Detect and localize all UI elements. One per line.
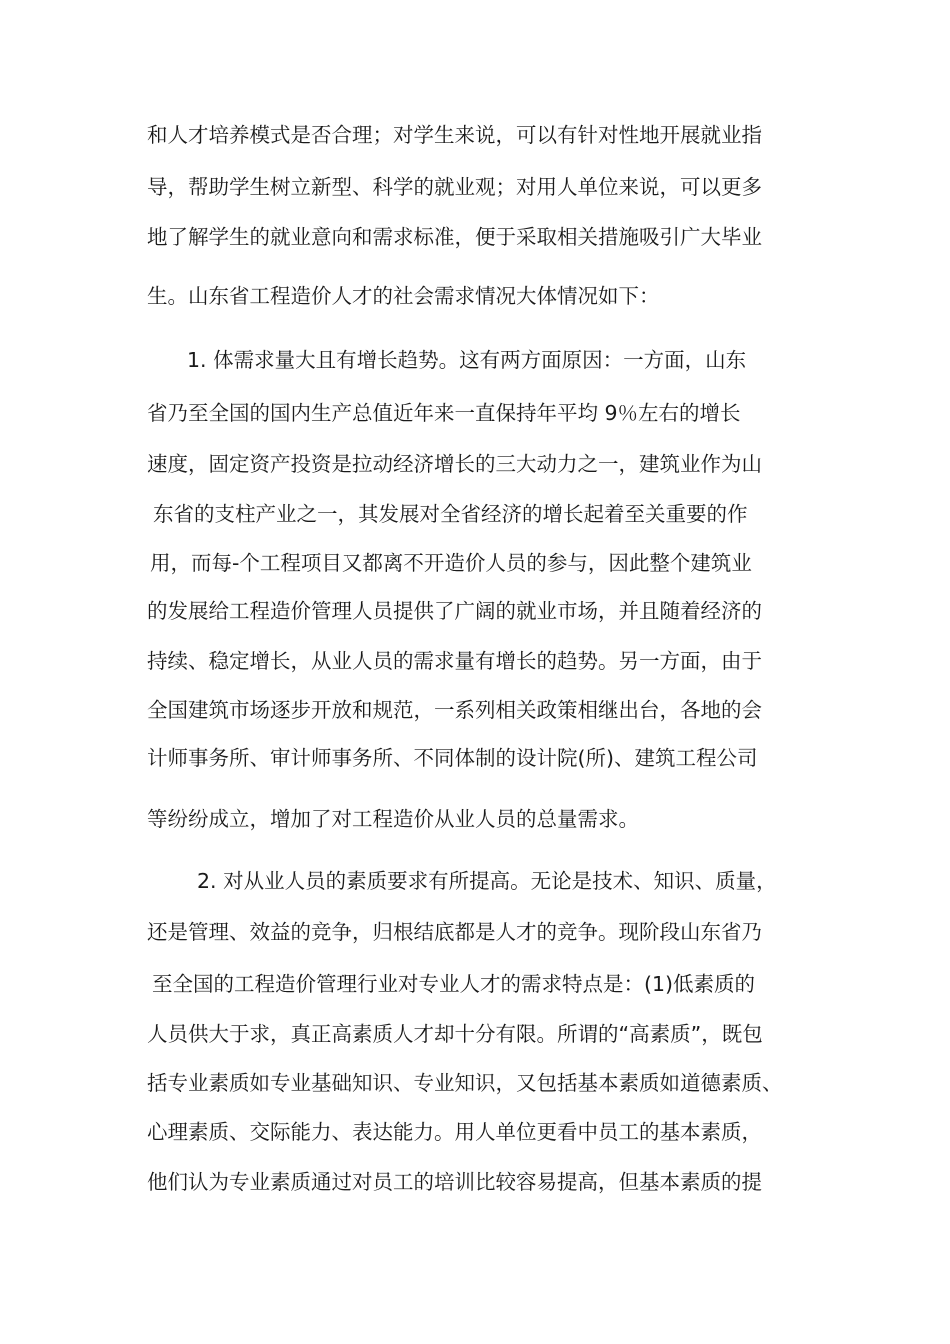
- text-line: 的发展给工程造价管理人员提供了广阔的就业市场，并且随着经济的: [147, 599, 762, 623]
- text-line: 还是管理、效益的竞争，归根结底都是人才的竞争。现阶段山东省乃: [147, 920, 762, 944]
- text-line: 生。山东省工程造价人才的社会需求情况大体情况如下：: [147, 284, 660, 308]
- text-line: 导，帮助学生树立新型、科学的就业观；对用人单位来说，可以更多: [147, 175, 762, 199]
- text-line: 全国建筑市场逐步开放和规范，一系列相关政策相继出台，各地的会: [147, 698, 762, 722]
- text-line: 用，而每-个工程项目又都离不开造价人员的参与，因此整个建筑业: [150, 551, 752, 575]
- text-line: 2. 对从业人员的素质要求有所提高。无论是技术、知识、质量，: [197, 869, 777, 893]
- text-line: 至全国的工程造价管理行业对专业人才的需求特点是：(1)低素质的: [152, 972, 756, 996]
- text-line: 括专业素质如专业基础知识、专业知识，又包括基本素质如道德素质、: [147, 1071, 783, 1095]
- text-line: 1. 体需求量大且有增长趋势。这有两方面原因：一方面，山东: [187, 348, 747, 372]
- text-line: 心理素质、交际能力、表达能力。用人单位更看中员工的基本素质，: [147, 1120, 762, 1144]
- text-line: 地了解学生的就业意向和需求标准，便于采取相关措施吸引广大毕业: [147, 225, 762, 249]
- text-line: 人员供大于求，真正高素质人才却十分有限。所谓的“高素质”，既包: [147, 1022, 763, 1046]
- text-line: 持续、稳定增长，从业人员的需求量有增长的趋势。另一方面，由于: [147, 649, 762, 673]
- text-line: 省乃至全国的国内生产总值近年来一直保持年平均 9％左右的增长: [147, 401, 741, 425]
- text-line: 东省的支柱产业之一，其发展对全省经济的增长起着至关重要的作: [153, 502, 748, 526]
- text-line: 等纷纷成立，增加了对工程造价从业人员的总量需求。: [147, 807, 639, 831]
- text-line: 他们认为专业素质通过对员工的培训比较容易提高，但基本素质的提: [147, 1170, 762, 1194]
- text-line: 计师事务所、审计师事务所、不同体制的设计院(所)、建筑工程公司: [147, 746, 758, 770]
- text-line: 和人才培养模式是否合理；对学生来说，可以有针对性地开展就业指: [147, 123, 762, 147]
- text-line: 速度，固定资产投资是拉动经济增长的三大动力之一，建筑业作为山: [147, 452, 762, 476]
